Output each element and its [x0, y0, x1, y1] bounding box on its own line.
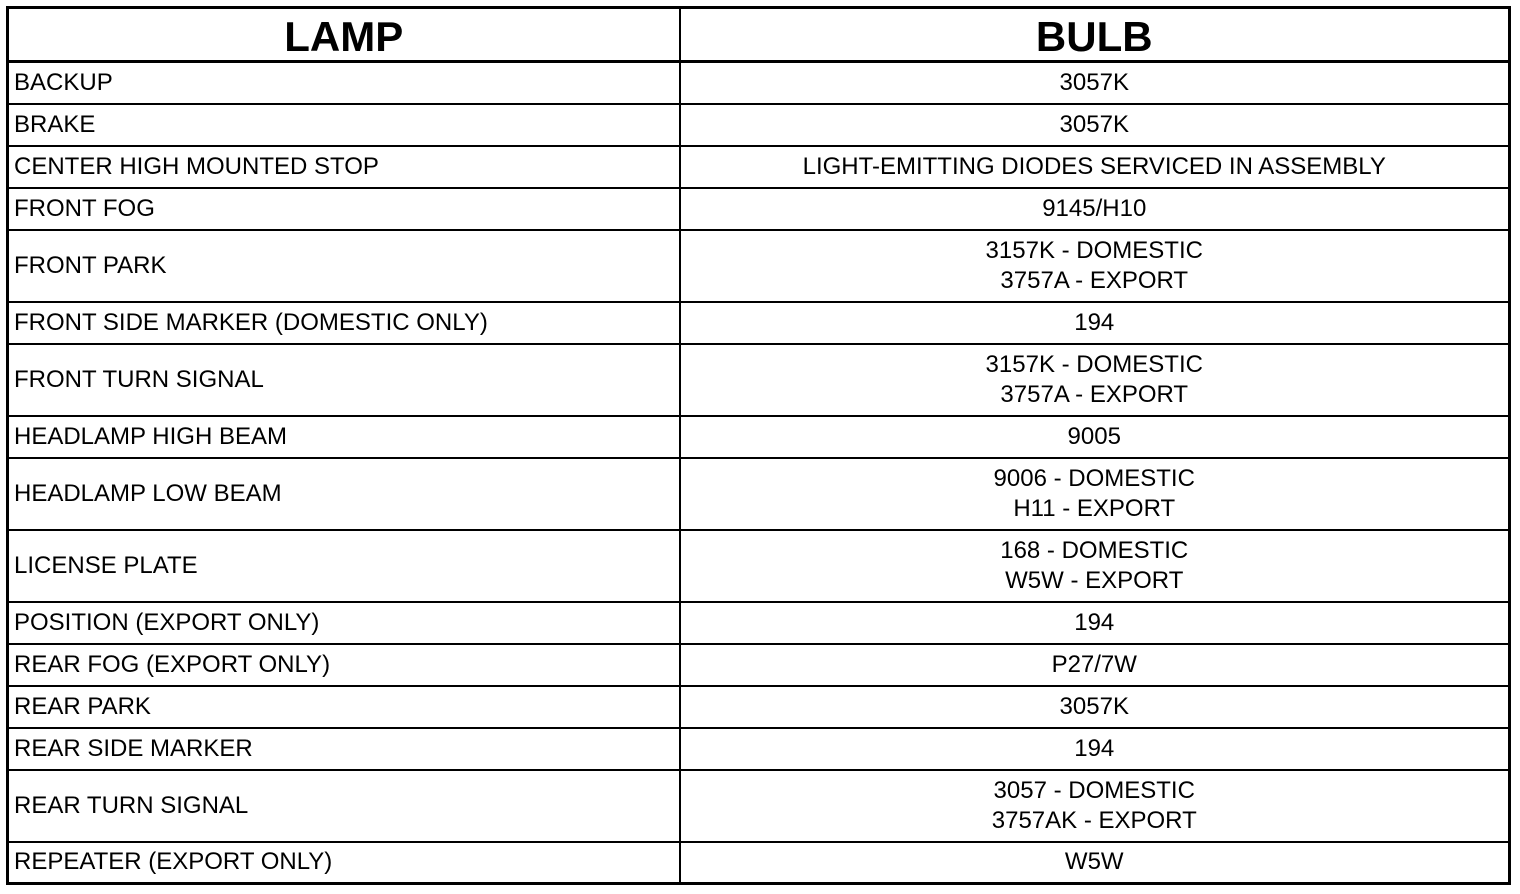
- bulb-cell: [680, 770, 1510, 842]
- table-row: [8, 458, 1510, 530]
- bulb-text-export: W5W - EXPORT: [1005, 566, 1184, 594]
- bulb-text: 3057K: [1059, 110, 1129, 138]
- bulb-text: P27/7W: [1051, 650, 1137, 678]
- table-row: [8, 302, 1510, 344]
- table-row: [8, 146, 1510, 188]
- lamp-cell: HEADLAMP LOW BEAM: [8, 458, 680, 530]
- table-row: [8, 104, 1510, 146]
- table-row: [8, 416, 1510, 458]
- bulb-cell: [680, 602, 1510, 644]
- lamp-cell: CENTER HIGH MOUNTED STOP: [8, 146, 680, 188]
- bulb-text-export: 3757AK - EXPORT: [991, 806, 1197, 834]
- lamp-cell: BACKUP: [8, 62, 680, 104]
- table-row: [8, 344, 1510, 416]
- bulb-cell: [680, 530, 1510, 602]
- bulb-cell: [680, 146, 1510, 188]
- bulb-cell: [680, 728, 1510, 770]
- bulb-text-domestic: 3057 - DOMESTIC: [993, 776, 1195, 804]
- lamp-cell: REPEATER (EXPORT ONLY): [8, 842, 680, 884]
- bulb-cell: [680, 686, 1510, 728]
- bulb-cell: [680, 644, 1510, 686]
- bulb-text: LIGHT-EMITTING DIODES SERVICED IN ASSEMBLY: [802, 152, 1386, 180]
- lamp-cell: FRONT SIDE MARKER (DOMESTIC ONLY): [8, 302, 680, 344]
- bulb-cell: [680, 230, 1510, 302]
- lamp-cell: POSITION (EXPORT ONLY): [8, 602, 680, 644]
- table-row: [8, 230, 1510, 302]
- table-row: [8, 62, 1510, 104]
- bulb-text: 194: [1074, 308, 1115, 336]
- lamp-cell: REAR SIDE MARKER: [8, 728, 680, 770]
- lamp-cell: REAR PARK: [8, 686, 680, 728]
- lamp-cell: LICENSE PLATE: [8, 530, 680, 602]
- bulb-text-domestic: 168 - DOMESTIC: [1000, 536, 1189, 564]
- bulb-text: 3057K: [1059, 692, 1129, 720]
- bulb-text: W5W: [1064, 848, 1124, 876]
- bulb-column-header: BULB: [680, 8, 1510, 62]
- table-row: [8, 770, 1510, 842]
- table-row: [8, 602, 1510, 644]
- lamp-cell: REAR FOG (EXPORT ONLY): [8, 644, 680, 686]
- bulb-cell: [680, 416, 1510, 458]
- table-row: [8, 530, 1510, 602]
- table-row: [8, 728, 1510, 770]
- bulb-cell: [680, 842, 1510, 884]
- lamp-cell: BRAKE: [8, 104, 680, 146]
- bulb-text-export: 3757A - EXPORT: [1000, 380, 1189, 408]
- bulb-cell: [680, 104, 1510, 146]
- bulb-cell: [680, 458, 1510, 530]
- bulb-text-domestic: 9006 - DOMESTIC: [993, 464, 1195, 492]
- table-header-row: [8, 8, 1510, 62]
- bulb-cell: [680, 188, 1510, 230]
- bulb-text-domestic: 3157K - DOMESTIC: [985, 236, 1203, 264]
- lamp-bulb-table: [6, 6, 1511, 885]
- bulb-text-export: H11 - EXPORT: [1013, 494, 1176, 522]
- bulb-cell: [680, 302, 1510, 344]
- bulb-text-domestic: 3157K - DOMESTIC: [985, 350, 1203, 378]
- bulb-text: 9145/H10: [1042, 194, 1147, 222]
- bulb-text: 9005: [1067, 422, 1121, 450]
- lamp-cell: FRONT FOG: [8, 188, 680, 230]
- bulb-text-export: 3757A - EXPORT: [1000, 266, 1189, 294]
- lamp-cell: FRONT TURN SIGNAL: [8, 344, 680, 416]
- table-row: [8, 842, 1510, 884]
- bulb-cell: [680, 62, 1510, 104]
- lamp-cell: REAR TURN SIGNAL: [8, 770, 680, 842]
- table-row: [8, 686, 1510, 728]
- lamp-column-header: LAMP: [8, 8, 680, 62]
- bulb-text: 194: [1074, 608, 1115, 636]
- bulb-text: 3057K: [1059, 68, 1129, 96]
- bulb-text: 194: [1074, 734, 1115, 762]
- lamp-cell: FRONT PARK: [8, 230, 680, 302]
- table-row: [8, 644, 1510, 686]
- lamp-cell: HEADLAMP HIGH BEAM: [8, 416, 680, 458]
- bulb-cell: [680, 344, 1510, 416]
- table-row: [8, 188, 1510, 230]
